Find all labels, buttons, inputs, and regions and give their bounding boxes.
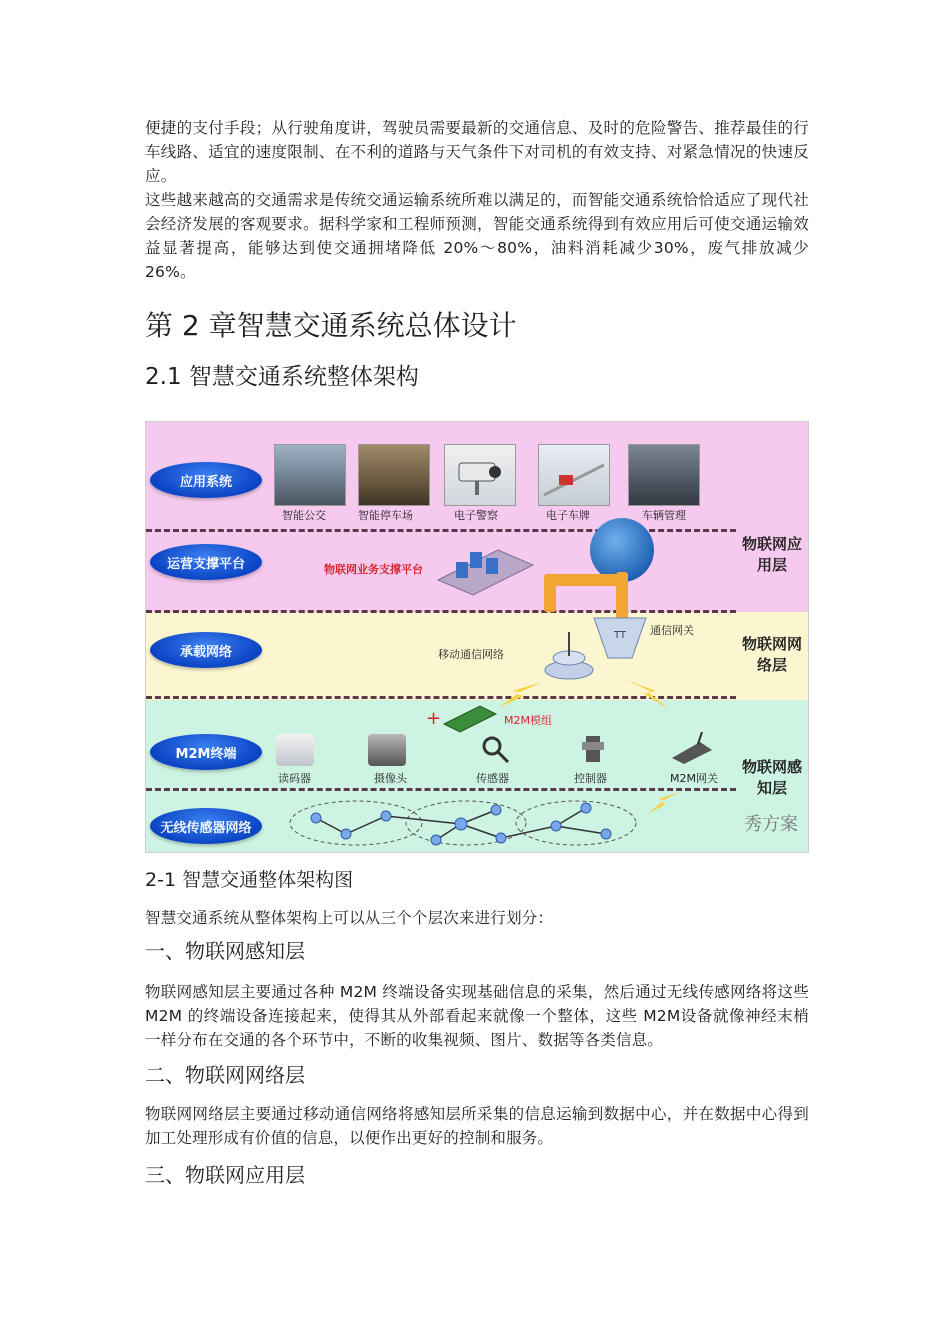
lightning-icon-bottom xyxy=(646,790,682,816)
plus-icon: + xyxy=(426,708,442,729)
document-page-bottom xyxy=(145,866,809,1190)
pipe-left xyxy=(544,574,556,612)
base-station-icon xyxy=(538,626,600,684)
app-label-1: 智能公交 xyxy=(282,509,326,522)
part1-title: 一、物联网感知层 xyxy=(145,939,305,963)
watermark-label: 秀方案 xyxy=(744,814,798,835)
device-label-reader: 读码器 xyxy=(278,772,311,785)
part1-text: 物联网感知层主要通过各种 M2M 终端设备实现基础信息的采集，然后通过无线传感网络将这些 M2M 的终端设备连接起来，使得其从外部看起来就像一个整体，这些 M2M设备就像神经末梢一样分布在交通的各个环节中，不断的收集视频、图片、数据等各类信息。 xyxy=(145,983,809,1049)
row-wireless-sensor-network: 无线传感器网络 xyxy=(150,808,262,844)
row-ops-platform: 运营支撑平台 xyxy=(150,544,262,580)
section-title: 2.1 智慧交通系统整体架构 xyxy=(145,364,419,390)
intro-paragraph-2: 这些越来越高的交通需求是传统交通运输系统所难以满足的，而智能交通系统恰恰适应了现代社会经济发展的客观要求。据科学家和工程师预测，智能交通系统得到有效应用后可使交通运输效益显著提高，能够达到使交通拥堵降低 20%～80%，油料消耗减少30%，废气排放减少 26%。 xyxy=(145,191,809,281)
gateway-label: 通信网关 xyxy=(650,624,694,637)
row-m2m-terminal: M2M终端 xyxy=(150,734,262,770)
m2m-module-label: M2M模组 xyxy=(504,714,552,727)
divider-2 xyxy=(146,610,736,613)
gateway-icon xyxy=(592,614,648,660)
reader-icon xyxy=(276,734,314,766)
vehicle-mgmt-photo xyxy=(628,444,700,506)
camera-photo xyxy=(444,444,516,506)
e-plate-photo xyxy=(538,444,610,506)
layer-app: 物联网应用层 xyxy=(742,535,803,574)
device-label-sensor: 传感器 xyxy=(476,772,509,785)
bus-photo xyxy=(274,444,346,506)
app-label-4: 电子车牌 xyxy=(546,509,590,522)
lightning-icon-left xyxy=(496,680,544,710)
app-label-3: 电子警察 xyxy=(454,509,498,522)
app-label-5: 车辆管理 xyxy=(642,509,686,522)
server-platform-icon xyxy=(428,540,538,596)
pipe-horizontal xyxy=(544,574,624,586)
figure-caption: 2-1 智慧交通整体架构图 xyxy=(145,869,354,891)
part2-text: 物联网网络层主要通过移动通信网络将感知层所采集的信息运输到数据中心，并在数据中心得到加工处理形成有价值的信息，以便作出更好的控制和服务。 xyxy=(145,1105,809,1147)
part2-title: 二、物联网网络层 xyxy=(145,1063,305,1087)
platform-label: 物联网业务支撑平台 xyxy=(324,563,423,576)
sensor-network-graph xyxy=(286,796,646,850)
device-label-camera: 摄像头 xyxy=(374,772,407,785)
architecture-figure xyxy=(145,421,809,853)
parking-photo xyxy=(358,444,430,506)
device-label-m2m-gateway: M2M网关 xyxy=(670,772,718,785)
svg-text:TT: TT xyxy=(613,630,627,641)
part3-title: 三、物联网应用层 xyxy=(145,1163,305,1187)
row-bearer-network: 承载网络 xyxy=(150,632,262,668)
document-page-top xyxy=(145,116,809,394)
chapter-title: 第 2 章智慧交通系统总体设计 xyxy=(145,309,517,342)
m2m-module-icon xyxy=(440,702,500,734)
lead-sentence: 智慧交通系统从整体架构上可以从三个个层次来进行划分： xyxy=(145,909,554,927)
layer-sense: 物联网感知层 xyxy=(742,758,803,797)
camera-icon xyxy=(368,734,406,766)
intro-paragraph-1: 便捷的支付手段；从行驶角度讲，驾驶员需要最新的交通信息、及时的危险警告、推荐最佳的行车线路、适宜的速度限制、在不利的道路与天气条件下对司机的有效支持、对紧急情况的快速反应。 xyxy=(145,119,809,185)
controller-icon xyxy=(574,732,612,764)
lightning-icon-right xyxy=(624,678,672,712)
row-app-system: 应用系统 xyxy=(150,462,262,498)
app-label-2: 智能停车场 xyxy=(358,509,413,522)
layer-net: 物联网网络层 xyxy=(742,635,803,674)
mobile-network-label: 移动通信网络 xyxy=(438,648,504,661)
device-label-controller: 控制器 xyxy=(574,772,607,785)
sensor-icon xyxy=(476,734,514,766)
m2m-gateway-icon xyxy=(670,732,708,764)
